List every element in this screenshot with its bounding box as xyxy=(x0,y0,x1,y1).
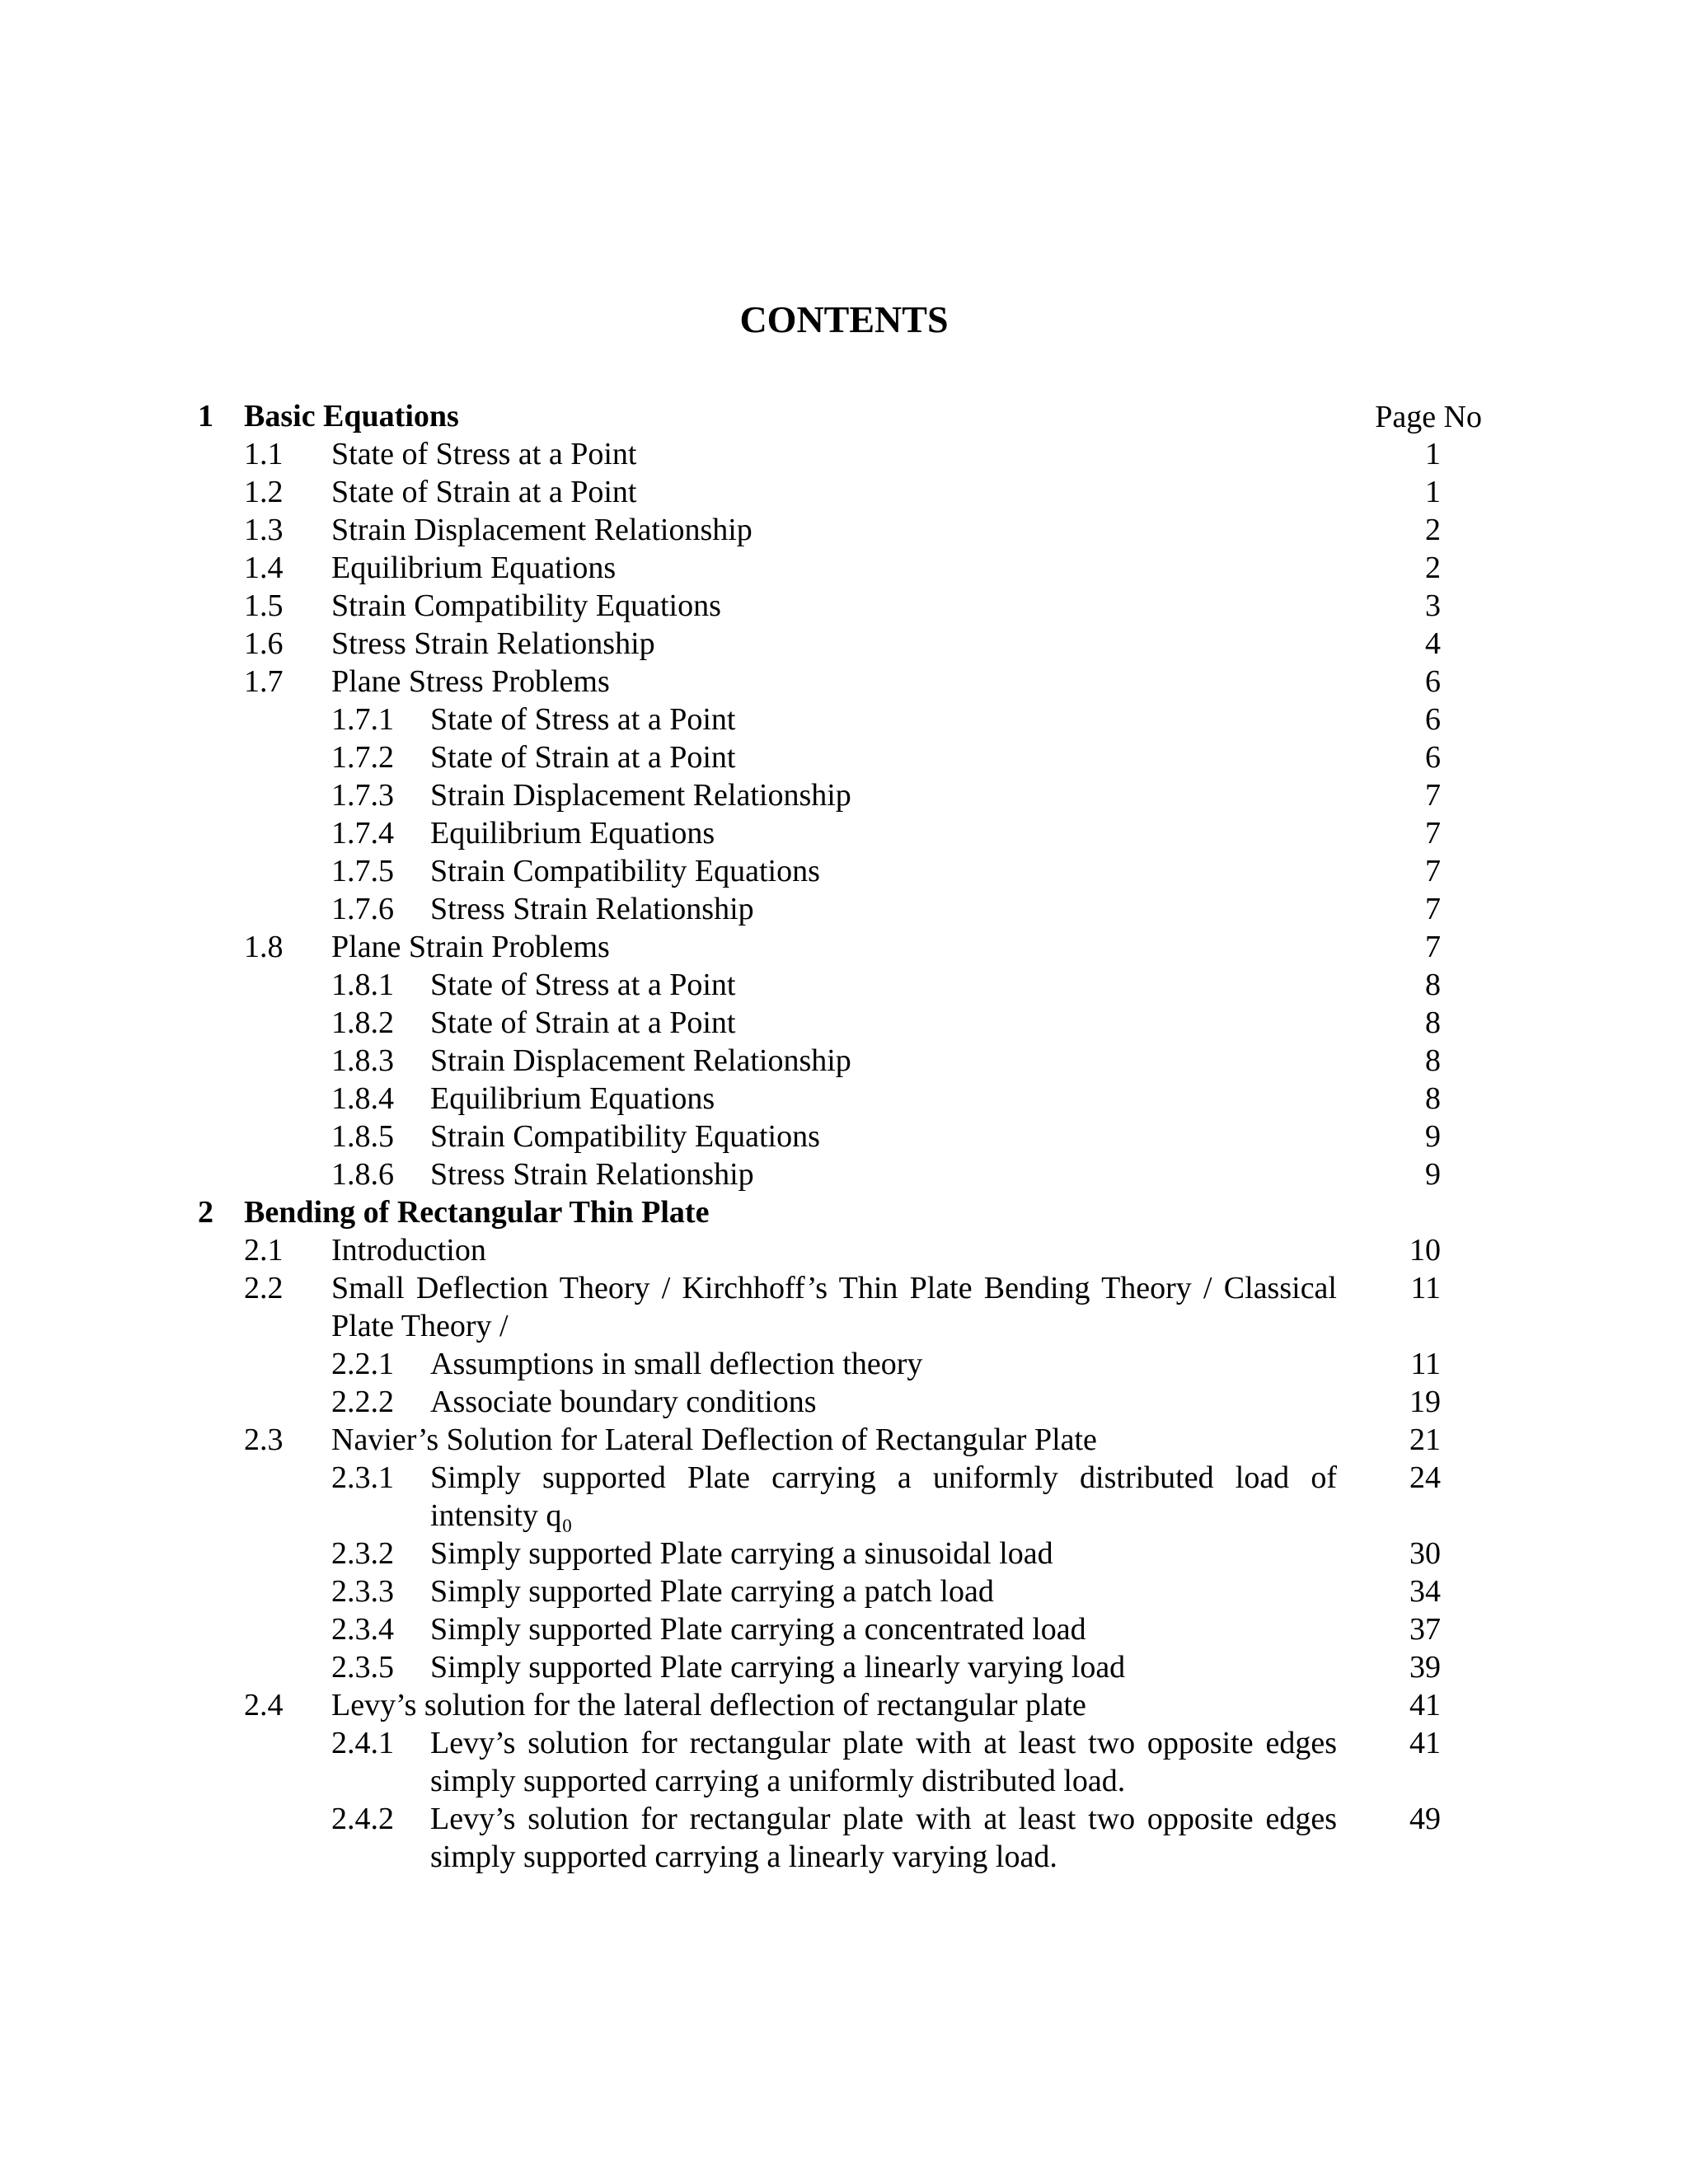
toc-number: 2.3.4 xyxy=(331,1612,394,1647)
toc-number: 1.8.6 xyxy=(331,1157,394,1192)
toc-page-number: 8 xyxy=(1425,1043,1441,1078)
toc-number: 2.4.2 xyxy=(331,1802,394,1836)
toc-title: Levy’s solution for rectangular plate with at least two opposite edges simply supported carrying a uniformly distributed load. xyxy=(430,1726,1337,1798)
toc-number: 1.7.4 xyxy=(331,816,394,851)
toc-number: 2.2.1 xyxy=(331,1347,394,1381)
toc-title: Assumptions in small deflection theory xyxy=(430,1347,923,1381)
toc-title: Strain Compatibility Equations xyxy=(331,588,721,623)
toc-number: 1.7.1 xyxy=(331,702,394,737)
toc-title: Simply supported Plate carrying a uniformly distributed load of intensity q₀ xyxy=(430,1460,1337,1533)
toc-title: Levy’s solution for the lateral deflection of rectangular plate xyxy=(331,1688,1086,1722)
toc-number: 2.3 xyxy=(244,1422,284,1457)
toc-number: 1.8 xyxy=(244,930,284,964)
toc-number: 1.8.3 xyxy=(331,1043,394,1078)
toc-entry xyxy=(0,625,1688,663)
toc-title: Strain Displacement Relationship xyxy=(430,778,851,813)
toc-title: Associate boundary conditions xyxy=(430,1385,817,1419)
toc-number: 2.3.5 xyxy=(331,1650,394,1685)
toc-page-number: 49 xyxy=(1409,1802,1441,1836)
toc-entry xyxy=(0,1421,1688,1459)
toc-entry xyxy=(0,1610,1688,1648)
toc-entry xyxy=(0,814,1688,852)
toc-page-number: 11 xyxy=(1410,1271,1441,1305)
toc-entry xyxy=(0,1572,1688,1610)
toc-page-number: 3 xyxy=(1425,588,1441,623)
toc-page-number: 30 xyxy=(1409,1536,1441,1571)
toc-entry xyxy=(0,852,1688,890)
toc-title: Equilibrium Equations xyxy=(331,551,617,585)
toc-page-number: 9 xyxy=(1425,1119,1441,1154)
page-no-header: Page No xyxy=(1375,400,1482,434)
toc-number: 1.3 xyxy=(244,513,284,547)
toc-page-number: 7 xyxy=(1425,930,1441,964)
toc-page-number: 41 xyxy=(1409,1726,1441,1760)
toc-number: 1 xyxy=(198,399,213,434)
toc-number: 1.2 xyxy=(244,475,284,509)
toc-page-number: 39 xyxy=(1409,1650,1441,1685)
toc-number: 1.8.1 xyxy=(331,968,394,1002)
toc-entry xyxy=(0,890,1688,928)
toc-number: 2.2.2 xyxy=(331,1385,394,1419)
toc-entry xyxy=(0,587,1688,625)
toc-page-number: 8 xyxy=(1425,968,1441,1002)
toc-title: Small Deflection Theory / Kirchhoff’s Thin Plate Bending Theory / Classical Plate Theory / xyxy=(331,1271,1337,1343)
toc-page-number: 8 xyxy=(1425,1005,1441,1040)
toc-title: Plane Strain Problems xyxy=(331,930,610,964)
toc-page-number: 6 xyxy=(1425,740,1441,775)
toc-number: 2.2 xyxy=(244,1271,284,1305)
toc-page-number: 4 xyxy=(1425,626,1441,661)
toc-page-number: 7 xyxy=(1425,854,1441,888)
toc-page-number: 2 xyxy=(1425,513,1441,547)
toc-title: Strain Displacement Relationship xyxy=(331,513,753,547)
toc-title: Simply supported Plate carrying a concentrated load xyxy=(430,1612,1086,1647)
toc-title: State of Stress at a Point xyxy=(331,437,637,471)
toc-title: Equilibrium Equations xyxy=(430,1081,715,1116)
toc-number: 2.4.1 xyxy=(331,1726,394,1760)
toc-title: Navier’s Solution for Lateral Deflection of Rectangular Plate xyxy=(331,1422,1097,1457)
toc-page-number: 9 xyxy=(1425,1157,1441,1192)
toc-entry xyxy=(0,1724,1688,1800)
toc-title: State of Stress at a Point xyxy=(430,968,736,1002)
toc-page-number: 1 xyxy=(1425,437,1441,471)
toc-entry xyxy=(0,738,1688,776)
toc-number: 1.8.2 xyxy=(331,1005,394,1040)
toc-number: 2.3.1 xyxy=(331,1460,394,1495)
toc-title: Simply supported Plate carrying a patch load xyxy=(430,1574,994,1609)
toc-entry xyxy=(0,701,1688,738)
toc-page-number: 7 xyxy=(1425,892,1441,926)
toc-page-number: 6 xyxy=(1425,664,1441,699)
toc-entry xyxy=(0,1535,1688,1572)
toc-page-number: 8 xyxy=(1425,1081,1441,1116)
toc-number: 1.5 xyxy=(244,588,284,623)
toc-page-number: 10 xyxy=(1409,1233,1441,1268)
toc-title: Equilibrium Equations xyxy=(430,816,715,851)
toc-entry xyxy=(0,928,1688,966)
toc-page-number: 37 xyxy=(1409,1612,1441,1647)
page-title: CONTENTS xyxy=(739,298,949,340)
toc-entry xyxy=(0,966,1688,1004)
toc-number: 2.3.2 xyxy=(331,1536,394,1571)
toc-title: Simply supported Plate carrying a sinusoidal load xyxy=(430,1536,1053,1571)
toc-entry xyxy=(0,1155,1688,1193)
toc-entry xyxy=(0,1383,1688,1421)
toc-entry xyxy=(0,435,1688,473)
toc-page-number: 7 xyxy=(1425,778,1441,813)
toc-title: Introduction xyxy=(331,1233,486,1268)
toc-title: Strain Compatibility Equations xyxy=(430,1119,820,1154)
toc-page-number: 2 xyxy=(1425,551,1441,585)
toc-title: Strain Compatibility Equations xyxy=(430,854,820,888)
toc-entry xyxy=(0,1080,1688,1118)
toc-title: Simply supported Plate carrying a linearly varying load xyxy=(430,1650,1126,1685)
toc-number: 1.7 xyxy=(244,664,284,699)
toc-page-number: 24 xyxy=(1409,1460,1441,1495)
toc-entry xyxy=(0,776,1688,814)
toc-title: Basic Equations xyxy=(244,399,459,434)
toc-number: 2.3.3 xyxy=(331,1574,394,1609)
toc-page-number: 6 xyxy=(1425,702,1441,737)
toc-number: 1.7.5 xyxy=(331,854,394,888)
toc-entry xyxy=(0,1269,1688,1345)
toc-title: Levy’s solution for rectangular plate with at least two opposite edges simply supported carrying a linearly varying load. xyxy=(430,1802,1337,1874)
toc-page-number: 41 xyxy=(1409,1688,1441,1722)
toc-entry xyxy=(0,473,1688,511)
toc-number: 1.7.2 xyxy=(331,740,394,775)
toc-page-number: 19 xyxy=(1409,1385,1441,1419)
toc-title: Plane Stress Problems xyxy=(331,664,610,699)
toc-entry xyxy=(0,511,1688,549)
toc-entry xyxy=(0,1800,1688,1876)
toc-title: Stress Strain Relationship xyxy=(331,626,655,661)
toc-title: State of Stress at a Point xyxy=(430,702,736,737)
toc-number: 1.6 xyxy=(244,626,284,661)
toc-number: 1.7.6 xyxy=(331,892,394,926)
toc-chapter xyxy=(0,1193,1688,1231)
toc-entry xyxy=(0,1648,1688,1686)
toc-title: State of Strain at a Point xyxy=(331,475,637,509)
toc-page-number: 34 xyxy=(1409,1574,1441,1609)
toc-number: 1.8.5 xyxy=(331,1119,394,1154)
toc-entry xyxy=(0,1118,1688,1155)
toc-page-number: 11 xyxy=(1410,1347,1441,1381)
toc-page-number: 21 xyxy=(1409,1422,1441,1457)
toc-title: State of Strain at a Point xyxy=(430,740,736,775)
toc-number: 1.1 xyxy=(244,437,284,471)
toc-entry xyxy=(0,549,1688,587)
toc-entry xyxy=(0,1686,1688,1724)
toc-title: Stress Strain Relationship xyxy=(430,1157,754,1192)
toc-number: 2.4 xyxy=(244,1688,284,1722)
toc-title: Strain Displacement Relationship xyxy=(430,1043,851,1078)
toc-number: 1.4 xyxy=(244,551,284,585)
toc-entry xyxy=(0,663,1688,701)
toc-entry xyxy=(0,1231,1688,1269)
toc-entry xyxy=(0,1459,1688,1535)
toc-page-number: 7 xyxy=(1425,816,1441,851)
toc-entry xyxy=(0,1345,1688,1383)
toc-number: 2 xyxy=(198,1195,213,1230)
toc-entry xyxy=(0,1042,1688,1080)
toc-page-number: 1 xyxy=(1425,475,1441,509)
table-of-contents xyxy=(0,397,1688,1876)
toc-number: 1.8.4 xyxy=(331,1081,394,1116)
toc-number: 2.1 xyxy=(244,1233,284,1268)
toc-title: Bending of Rectangular Thin Plate xyxy=(244,1195,710,1230)
toc-title: Stress Strain Relationship xyxy=(430,892,754,926)
toc-entry xyxy=(0,1004,1688,1042)
toc-number: 1.7.3 xyxy=(331,778,394,813)
toc-title: State of Strain at a Point xyxy=(430,1005,736,1040)
toc-chapter xyxy=(0,397,1688,435)
